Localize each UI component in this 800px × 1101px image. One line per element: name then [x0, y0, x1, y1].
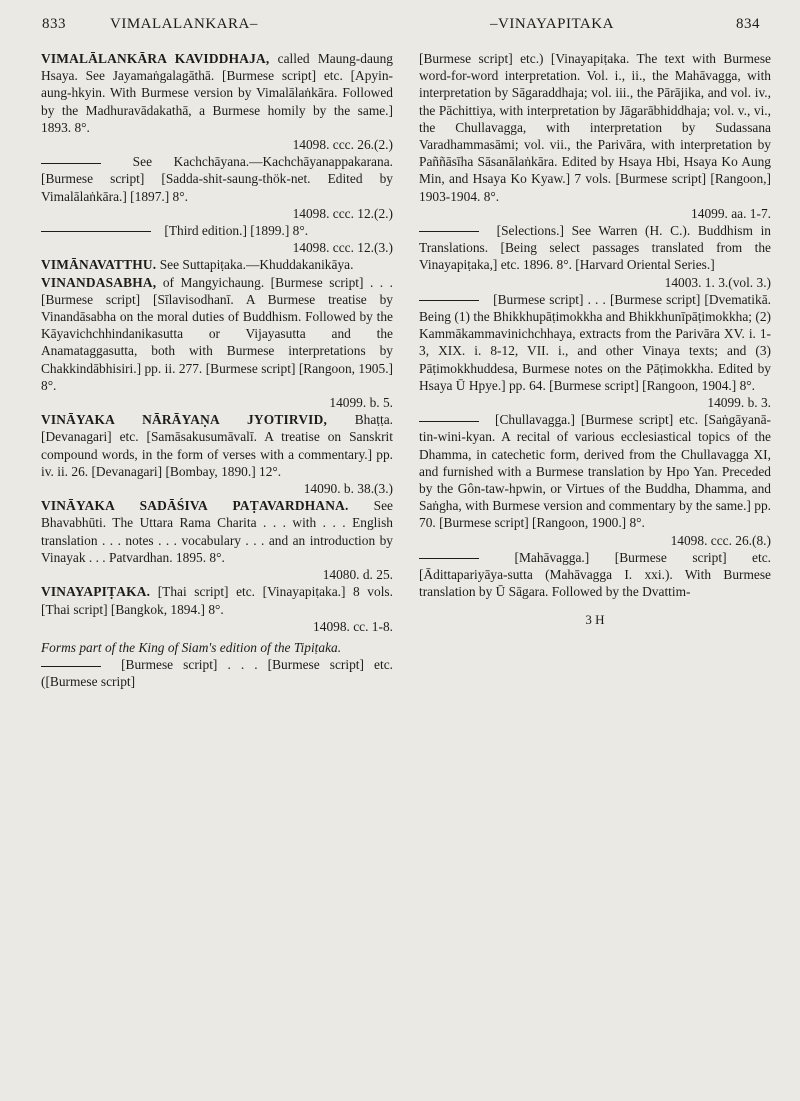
entry-text: [Mahāvagga.] [Burmese script] etc. [Ādittapariyāya-sutta (Mahāvagga I. xxi.). With Burmese translation by Ū Sāgara. Followed by the Dvattim- [419, 549, 771, 600]
entry-note [41, 639, 393, 656]
entry-text: Bhaṭṭa. [Devanagari] etc. [Samāsakusumāvalī. A treatise on Sanskrit compound words, in the form of verses with a commentary.] pp. iv. ii. 26. [Devanagari] [Bombay, 1890.] 12°. [41, 412, 393, 479]
shelfmark: 14098. ccc. 12.(3.) [292, 240, 393, 256]
catalogue-entry [41, 656, 393, 690]
shelfmark: 14003. 1. 3.(vol. 3.) [664, 274, 771, 290]
catalogue-entry [419, 411, 771, 549]
ditto-rule [419, 558, 479, 559]
entry-text: See Suttapiṭaka.—Khuddakanikāya. [159, 257, 354, 273]
catalogue-entry [41, 274, 393, 412]
shelfmark: 14099. b. 5. [329, 395, 393, 411]
shelfmark: 14098. cc. 1-8. [313, 618, 393, 634]
note-text: Forms part of the King of Siam's edition of the Tipiṭaka. [41, 639, 342, 655]
running-header [0, 16, 800, 38]
catalogue-entry [41, 222, 393, 256]
page-number-left: 833 [42, 16, 66, 32]
entry-heading: VIMALĀLANKĀRA KAVIDDHAJA, [41, 51, 270, 66]
entry-text: [Burmese script] . . . [Burmese script] etc. ([Burmese script] [41, 657, 393, 690]
catalogue-entry [41, 50, 393, 153]
ditto-rule [419, 421, 479, 422]
catalogue-entry [41, 153, 393, 222]
shelfmark: 14098. ccc. 26.(2.) [292, 137, 393, 153]
catalogue-entry [419, 291, 771, 411]
shelfmark: 14098. ccc. 26.(8.) [670, 532, 771, 548]
catalogue-entry [41, 256, 393, 273]
ditto-rule [41, 231, 151, 232]
entry-text: See Kachchāyana.—Kachchāyanappakarana. [Burmese script] [Sadda-shit-saung-thök-net. Edited by Vimalālaṅkāra.] [1897.] 8°. [41, 154, 393, 204]
entry-text: [Thai script] etc. [Vinayapiṭaka.] 8 vols. [Thai script] [Bangkok, 1894.] 8°. [41, 584, 393, 617]
ditto-rule [41, 163, 101, 164]
entry-text: called Maung-daung Hsaya. See Jayamaṅgalagāthā. [Burmese script] etc. [Apyin-aung-hkyin. With Burmese version by Vimalālaṅkāra. Followed by the Madhuravādakathā, a Burmese homily by the same.] 1893. 8°. [41, 51, 393, 135]
catalogue-entry [419, 222, 771, 291]
entry-text: [Burmese script] . . . [Burmese script] [Dvematikā. Being (1) the Bhikkhupāṭimokkha and Bhikkhunīpāṭimokkha; (2) Kammākammavinichchhaya, extracts from the Parivāra XV. i. 1-3, XIX. i. 8-12, VII. i., and other Vinaya texts; and (3) Pāṭimokkhuddesa, Burmese notes on the Pāṭimokkha. Edited by Hsaya Ū Hpye.] pp. 64. [Burmese script] [Rangoon, 1904.] 8°. [419, 291, 771, 393]
ditto-rule [41, 666, 101, 667]
shelfmark: 14099. b. 3. [707, 395, 771, 411]
entry-heading: VINĀYAKA SADĀŚIVA PAṬAVARDHANA. [41, 498, 349, 514]
signature-mark: 3 H [585, 612, 605, 628]
catalogue-entry [419, 549, 771, 601]
entry-text: See Bhavabhūti. The Uttara Rama Charita . . . with . . . English translation . . . notes . . . vocabulary . . . and an introduction by Vinayak . . . Patvardhan. 1895. 8°. [41, 498, 393, 565]
entry-heading: VIMĀNAVATTHU. [41, 257, 157, 273]
shelfmark: 14090. b. 38.(3.) [303, 481, 393, 497]
catalogue-entry [41, 583, 393, 635]
entry-text: of Mangyichaung. [Burmese script] . . . [Burmese script] [Sīlavisodhanī. A Burmese treatise by Vinandāsabha on the moral duties of Buddhism. Followed by the Kāyavichchhindanikasutta or Vijayasutta and the Anamataggasutta, both with Burmese interpretations by Chakkindābhisiri.] pp. ii. 277. [Burmese script] [Rangoon, 1905.] 8°. [41, 274, 393, 393]
catalogue-entry [41, 411, 393, 497]
ditto-rule [419, 300, 479, 301]
entry-text: [Selections.] See Warren (H. C.). Buddhism in Translations. [Being select passages translated from the Vinayapiṭaka,] etc. 1896. 8°. [Harvard Oriental Series.] [419, 223, 771, 273]
shelfmark: 14080. d. 25. [322, 567, 393, 583]
page-number-right: 834 [736, 16, 760, 32]
entry-heading: VINAYAPIṬAKA. [41, 584, 151, 600]
entry-text: [Chullavagga.] [Burmese script] etc. [Saṅgāyanā-tin-wini-kyan. A recital of various ecclesiastical topics of the Dhamma, in catechetic form, derived from the Chullavagga XI, and furnished with a Burmese translation by Hpo Yan. Preceded by the Gôn-taw-hpwin, or Virtues of the Buddha, Dhamma, and Saṅgha, with Burmese version and commentary by the same.] pp. 70. [Burmese script] [Rangoon, 1900.] 8°. [419, 412, 771, 531]
running-title-right: –VINAYAPITAKA [490, 16, 614, 32]
ditto-rule [419, 231, 479, 232]
catalogue-entry [41, 497, 393, 583]
entry-heading: VINANDASABHA, [41, 274, 157, 290]
right-column [419, 50, 771, 628]
entry-heading: VINĀYAKA NĀRĀYAṆA JYOTIRVID, [41, 412, 328, 428]
catalogue-entry [419, 50, 771, 222]
left-column [41, 50, 393, 691]
running-title-left: VIMALALANKARA– [110, 16, 258, 32]
entry-text: [Third edition.] [1899.] 8°. [164, 223, 309, 239]
shelfmark: 14098. ccc. 12.(2.) [292, 205, 393, 221]
shelfmark: 14099. aa. 1-7. [691, 205, 771, 221]
entry-text: [Burmese script] etc.) [Vinayapiṭaka. The text with Burmese word-for-word interpretation. Vol. i., ii., the Mahāvagga, with interpretation by Sāgaraddhaja; vol. iii., the Pārājika, and vol. iv., the Pāchittiya, with interpretation by Jāgarābhiddhaja; vol. v., vi., the Chullavagga, with interpretation by Sudassana Varadhammasāmi; vol. vii., the Parivāra, with interpretation by Paññāsīha Sāsanālaṅkāra. Edited by Hsaya Hbi, Hsaya Ko Aung Min, and Hsaya Ko Kyaw.] 7 vols. [Burmese script] [Rangoon,] 1903-1904. 8°. [419, 51, 771, 204]
